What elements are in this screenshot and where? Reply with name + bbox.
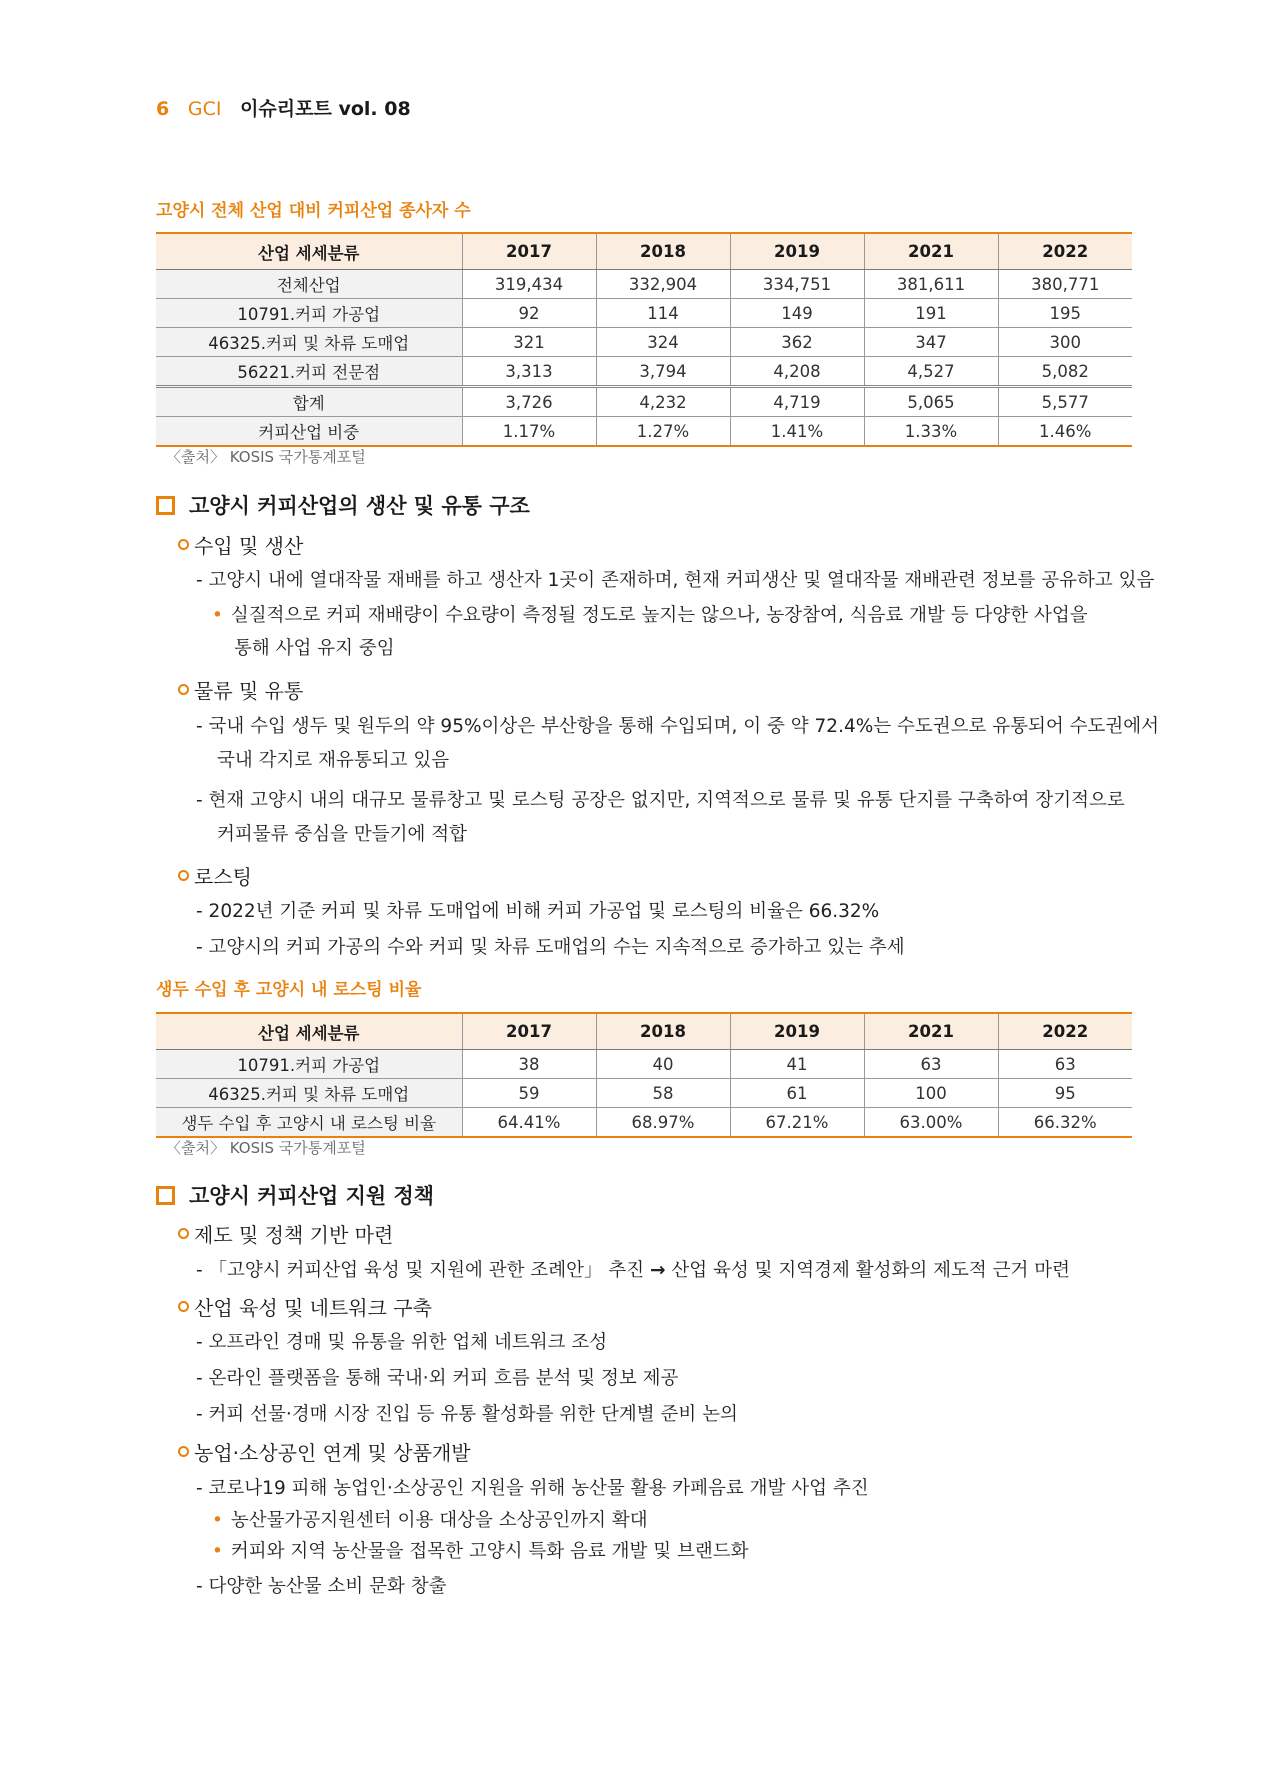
text-line: - 오프라인 경매 및 유통을 위한 업체 네트워크 조성 [196, 1332, 608, 1353]
table-cell: 1.46% [998, 417, 1132, 447]
bullet-item [212, 1537, 749, 1563]
table-cell: 생두 수입 후 고양시 내 로스팅 비율 [156, 1108, 462, 1138]
page-header [156, 94, 411, 121]
table-cell: 63 [864, 1050, 998, 1079]
circle-bullet-icon [178, 870, 189, 881]
brand-label: GCI [187, 98, 222, 120]
table-cell: 61 [730, 1079, 864, 1108]
table-cell: 319,434 [462, 270, 596, 299]
section1-title: 고양시 커피산업의 생산 및 유통 구조 [189, 494, 530, 518]
table-cell: 1.17% [462, 417, 596, 447]
text-line: - 2022년 기준 커피 및 차류 도매업에 비해 커피 가공업 및 로스팅의 비율은 66.32% [196, 901, 880, 922]
table-cell: 149 [730, 299, 864, 328]
table-cell: 3,794 [596, 357, 730, 387]
bullet-text: 농산물가공지원센터 이용 대상을 소상공인까지 확대 [230, 1510, 648, 1531]
table-cell: 4,208 [730, 357, 864, 387]
text-line: - 고양시의 커피 가공의 수와 커피 및 차류 도매업의 수는 지속적으로 증가하고 있는 추세 [196, 937, 905, 958]
section2-sub2-title: 산업 육성 및 네트워크 구축 [194, 1296, 432, 1320]
table-row [156, 417, 1132, 447]
table-cell: 46325.커피 및 차류 도매업 [156, 328, 462, 357]
table-cell: 334,751 [730, 270, 864, 299]
table-row [156, 1079, 1132, 1108]
section1-sub2-title: 물류 및 유통 [194, 679, 304, 703]
table-row [156, 270, 1132, 299]
circle-bullet-icon [178, 684, 189, 695]
text-line: - 다양한 농산물 소비 문화 창출 [196, 1576, 447, 1597]
text-line [196, 1256, 1070, 1282]
table2-title: 생두 수입 후 고양시 내 로스팅 비율 [156, 980, 422, 1000]
table-cell: 1.27% [596, 417, 730, 447]
report-title: 이슈리포트 vol. 08 [240, 98, 411, 120]
table1-header-cell: 2017 [462, 233, 596, 270]
table2-header-cell: 2017 [462, 1013, 596, 1050]
table-cell: 321 [462, 328, 596, 357]
table-row [156, 387, 1132, 417]
section1-sub1-title: 수입 및 생산 [194, 534, 304, 558]
text-line: 커피물류 중심을 만들기에 적합 [217, 824, 467, 845]
table-cell: 5,082 [998, 357, 1132, 387]
text-line: - 온라인 플랫폼을 통해 국내·외 커피 흐름 분석 및 정보 제공 [196, 1368, 679, 1389]
section1-sub1-heading [178, 530, 303, 559]
circle-bullet-icon [178, 1301, 189, 1312]
section2-heading [156, 1180, 434, 1210]
circle-bullet-icon [178, 1228, 189, 1239]
table-cell: 191 [864, 299, 998, 328]
arrow-icon: → [650, 1260, 666, 1281]
table-cell: 합계 [156, 387, 462, 417]
table1-title: 고양시 전체 산업 대비 커피산업 종사자 수 [156, 201, 471, 221]
section2-sub1-heading [178, 1219, 393, 1248]
table-cell: 100 [864, 1079, 998, 1108]
section2-sub1-title: 제도 및 정책 기반 마련 [194, 1223, 394, 1247]
table-cell: 380,771 [998, 270, 1132, 299]
section2-sub3-heading [178, 1437, 471, 1466]
section1-sub3-title: 로스팅 [194, 865, 252, 889]
text-line: - 고양시 내에 열대작물 재배를 하고 생산자 1곳이 존재하며, 현재 커피생산 및 열대작물 재배관련 정보를 공유하고 있음 [196, 570, 1155, 591]
table-cell: 1.33% [864, 417, 998, 447]
table-cell: 1.41% [730, 417, 864, 447]
table-cell: 41 [730, 1050, 864, 1079]
table1-header-cell: 2021 [864, 233, 998, 270]
table2-header-cell: 2021 [864, 1013, 998, 1050]
table-cell: 56221.커피 전문점 [156, 357, 462, 387]
text-line: - 코로나19 피해 농업인·소상공인 지원을 위해 농산물 활용 카페음료 개발 사업 추진 [196, 1478, 869, 1499]
table-cell: 5,577 [998, 387, 1132, 417]
table2-source: 〈출처〉 KOSIS 국가통계포털 [166, 1139, 366, 1157]
table1-header-cell: 산업 세세분류 [156, 233, 462, 270]
table-cell: 4,527 [864, 357, 998, 387]
table-cell: 347 [864, 328, 998, 357]
table-cell: 38 [462, 1050, 596, 1079]
bullet-text: 실질적으로 커피 재배량이 수요량이 측정될 정도로 높지는 않으나, 농장참여, 식음료 개발 등 다양한 사업을 [230, 605, 1088, 626]
table-cell: 59 [462, 1079, 596, 1108]
table-cell: 63.00% [864, 1108, 998, 1138]
section2-sub3-title: 농업·소상공인 연계 및 상품개발 [194, 1441, 471, 1465]
dot-bullet-icon: • [212, 1541, 223, 1562]
table-cell: 95 [998, 1079, 1132, 1108]
table-row [156, 328, 1132, 357]
table2-header-row [156, 1013, 1132, 1050]
table-cell: 10791.커피 가공업 [156, 1050, 462, 1079]
square-bullet-icon [156, 496, 175, 515]
table-cell: 92 [462, 299, 596, 328]
table-cell: 63 [998, 1050, 1132, 1079]
text-line: 국내 각지로 재유통되고 있음 [217, 750, 450, 771]
table-cell: 114 [596, 299, 730, 328]
square-bullet-icon [156, 1186, 175, 1205]
table1-header-cell: 2019 [730, 233, 864, 270]
text-line: - 커피 선물·경매 시장 진입 등 유통 활성화를 위한 단계별 준비 논의 [196, 1404, 738, 1425]
table-cell: 362 [730, 328, 864, 357]
table-cell: 195 [998, 299, 1132, 328]
table-cell: 68.97% [596, 1108, 730, 1138]
table-row [156, 299, 1132, 328]
dot-bullet-icon: • [212, 1510, 223, 1531]
table1-header-row [156, 233, 1132, 270]
table-row [156, 1108, 1132, 1138]
table-cell: 67.21% [730, 1108, 864, 1138]
table2-header-cell: 산업 세세분류 [156, 1013, 462, 1050]
table-cell: 4,719 [730, 387, 864, 417]
circle-bullet-icon [178, 539, 189, 550]
table-cell: 5,065 [864, 387, 998, 417]
text-segment: - 「고양시 커피산업 육성 및 지원에 관한 조례안」 추진 [196, 1260, 651, 1281]
table2-header-cell: 2019 [730, 1013, 864, 1050]
section2-title: 고양시 커피산업 지원 정책 [189, 1184, 435, 1208]
bullet-text: 커피와 지역 농산물을 접목한 고양시 특화 음료 개발 및 브랜드화 [230, 1541, 749, 1562]
dot-bullet-icon: • [212, 605, 223, 626]
table-cell: 3,726 [462, 387, 596, 417]
text-line: 통해 사업 유지 중임 [234, 638, 395, 659]
table-cell: 300 [998, 328, 1132, 357]
circle-bullet-icon [178, 1446, 189, 1457]
table-cell: 전체산업 [156, 270, 462, 299]
table2-header-cell: 2022 [998, 1013, 1132, 1050]
table-cell: 10791.커피 가공업 [156, 299, 462, 328]
table-row [156, 357, 1132, 387]
table-cell: 커피산업 비중 [156, 417, 462, 447]
table-cell: 332,904 [596, 270, 730, 299]
table-cell: 324 [596, 328, 730, 357]
text-line: - 현재 고양시 내의 대규모 물류창고 및 로스팅 공장은 없지만, 지역적으로 물류 및 유통 단지를 구축하여 장기적으로 [196, 790, 1125, 811]
section1-heading [156, 490, 530, 520]
table-cell: 58 [596, 1079, 730, 1108]
table1-source: 〈출처〉 KOSIS 국가통계포털 [166, 448, 366, 466]
bullet-item [212, 1506, 648, 1532]
section2-sub2-heading [178, 1292, 432, 1321]
table-cell: 4,232 [596, 387, 730, 417]
text-line: - 국내 수입 생두 및 원두의 약 95%이상은 부산항을 통해 수입되며, 이 중 약 72.4%는 수도권으로 유통되어 수도권에서 [196, 716, 1160, 737]
table-row [156, 1050, 1132, 1079]
section1-sub2-heading [178, 675, 303, 704]
section1-sub3-heading [178, 861, 252, 890]
table2-header-cell: 2018 [596, 1013, 730, 1050]
bullet-item [212, 601, 1088, 627]
table1-header-cell: 2022 [998, 233, 1132, 270]
table2 [156, 1012, 1132, 1138]
page-number: 6 [156, 98, 170, 120]
table-cell: 46325.커피 및 차류 도매업 [156, 1079, 462, 1108]
table-cell: 66.32% [998, 1108, 1132, 1138]
table-cell: 40 [596, 1050, 730, 1079]
text-segment: 산업 육성 및 지역경제 활성화의 제도적 근거 마련 [665, 1260, 1071, 1281]
table1-header-cell: 2018 [596, 233, 730, 270]
table-cell: 64.41% [462, 1108, 596, 1138]
table-cell: 381,611 [864, 270, 998, 299]
table1 [156, 232, 1132, 447]
table-cell: 3,313 [462, 357, 596, 387]
